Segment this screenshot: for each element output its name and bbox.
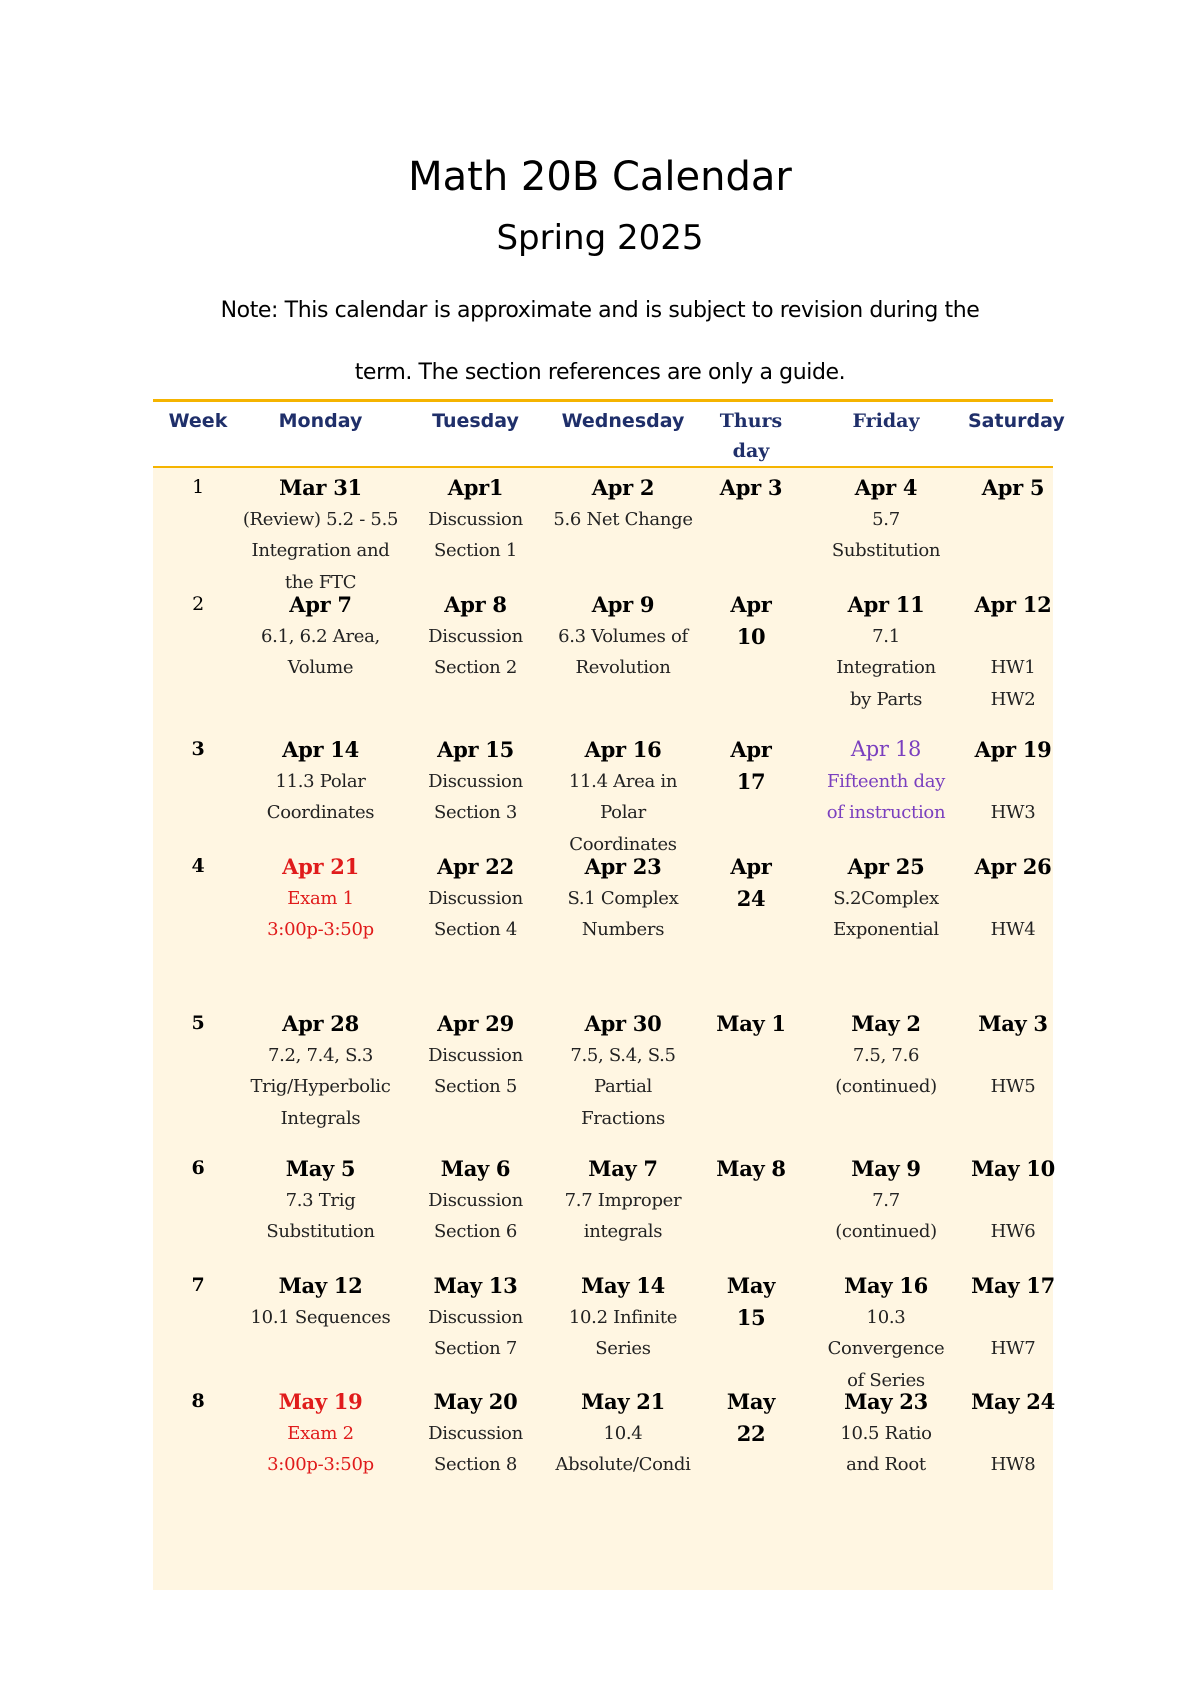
day-date: Mar 31 [279,475,362,500]
note-line-2: term. The section references are only a guide. [354,360,846,385]
day-date: May 24 [971,1389,1055,1414]
day-topic: S.1 Complex Numbers [567,887,679,940]
day-cell-saturday [968,1270,1058,1365]
day-date: Apr 19 [974,737,1052,762]
header-friday: Friday [852,410,920,432]
day-cell-wednesday [548,472,698,535]
day-cell-monday [238,1153,403,1248]
day-cell-saturday [968,734,1058,829]
day-topic: Discussion Section 8 [428,1422,523,1475]
day-topic: Exam 1 3:00p-3:50p [267,887,374,940]
day-date: Apr 2 [591,475,655,500]
day-topic: Fifteenth day of instruction [826,770,946,823]
day-cell-friday [801,1270,971,1396]
day-date: Apr 22 [437,854,514,879]
day-date: Apr 25 [847,854,925,879]
day-date: May 15 [726,1273,776,1330]
day-cell-thursday [701,589,801,652]
day-cell-saturday [968,1008,1058,1103]
day-topic: 10.5 Ratio and Root [840,1422,932,1475]
day-cell-saturday [968,851,1058,946]
day-cell-wednesday [548,1153,698,1248]
day-date: May 21 [581,1389,665,1414]
day-topic: 10.4 Absolute/Condi [555,1422,691,1475]
day-cell-friday [801,734,971,829]
day-date: Apr 7 [289,592,352,617]
header-monday: Monday [278,410,363,432]
day-date: Apr 5 [981,475,1045,500]
day-topic: 7.2, 7.4, S.3 Trig/Hyperbolic Integrals [250,1044,391,1129]
day-topic: HW1 HW2 [990,657,1036,710]
day-topic: S.2Complex Exponential [833,887,939,940]
calendar-body [153,468,1053,1590]
day-topic: Discussion Section 5 [428,1044,523,1097]
day-cell-thursday [701,1008,801,1040]
day-date: May 3 [978,1011,1048,1036]
day-topic: 11.4 Area in Polar Coordinates [568,770,678,855]
week-number: 3 [191,738,205,760]
day-cell-friday [801,472,971,567]
day-topic: HW8 [990,1454,1036,1475]
day-cell-saturday [968,1153,1058,1248]
day-topic: Exam 2 3:00p-3:50p [267,1422,374,1475]
week-number: 6 [191,1157,205,1179]
page-subtitle: Spring 2025 [496,218,704,258]
day-cell-wednesday [548,1270,698,1365]
day-cell-friday [801,589,971,715]
day-topic: 7.3 Trig Substitution [266,1189,375,1242]
calendar-header-row [153,402,1065,468]
day-topic: 7.1 Integration by Parts [836,625,936,710]
day-cell-tuesday [413,1386,538,1481]
day-topic: Discussion Section 3 [428,770,523,823]
day-topic: 6.1, 6.2 Area, Volume [261,625,380,678]
day-cell-wednesday [548,1386,698,1481]
day-date: Apr 21 [282,854,359,879]
day-cell-saturday [968,1386,1058,1481]
day-topic: Discussion Section 1 [428,508,523,561]
day-topic: HW7 [990,1338,1036,1359]
week-number: 2 [192,593,204,615]
day-cell-friday [801,1008,971,1103]
week-number: 7 [191,1274,205,1296]
day-topic: (Review) 5.2 - 5.5 Integration and the FTC [242,508,399,593]
day-date: May 10 [971,1156,1055,1181]
week-number: 1 [192,476,204,498]
day-topic: Discussion Section 6 [428,1189,523,1242]
calendar-note [150,280,1050,404]
day-topic: 10.2 Infinite Series [568,1306,678,1359]
day-cell-friday [801,1153,971,1248]
day-date: Apr 3 [719,475,783,500]
week-number: 8 [191,1390,205,1412]
day-date: May 20 [433,1389,518,1414]
day-date: Apr 10 [730,592,772,649]
day-date: Apr 30 [584,1011,662,1036]
day-topic: 7.7 (continued) [835,1189,937,1242]
day-cell-thursday [701,1386,801,1449]
day-cell-friday [801,851,971,946]
day-cell-thursday [701,1270,801,1333]
day-date: May 14 [581,1273,665,1298]
day-cell-monday [238,472,403,598]
day-date: May 6 [440,1156,511,1181]
day-topic: HW6 [990,1221,1036,1242]
day-cell-monday [238,1270,403,1333]
day-date: May 1 [716,1011,786,1036]
day-cell-tuesday [413,1008,538,1103]
day-cell-thursday [701,472,801,504]
day-cell-thursday [701,851,801,914]
day-date: May 13 [433,1273,518,1298]
day-topic: 5.6 Net Change [553,508,693,530]
day-date: May 8 [716,1156,786,1181]
day-date: Apr 15 [437,737,514,762]
header-tuesday: Tuesday [432,410,519,432]
day-date: Apr 12 [974,592,1052,617]
day-date: Apr 17 [730,737,772,794]
day-date: May 23 [844,1389,928,1414]
day-date: Apr 29 [437,1011,514,1036]
day-topic: 11.3 Polar Coordinates [266,770,375,823]
day-topic: 7.5, S.4, S.5 Partial Fractions [570,1044,676,1129]
day-date: Apr 24 [730,854,772,911]
header-thursday: Thurs day [719,410,783,462]
day-topic: 7.5, 7.6 (continued) [835,1044,937,1097]
day-date: Apr 18 [850,737,922,761]
day-cell-thursday [701,1153,801,1185]
week-number: 5 [191,1012,205,1034]
page-title: Math 20B Calendar [408,154,792,200]
day-cell-monday [238,734,403,829]
day-topic: 10.3 Convergence of Series [827,1306,945,1391]
day-date: May 16 [844,1273,928,1298]
day-cell-wednesday [548,589,698,684]
day-topic: 7.7 Improper integrals [564,1189,682,1242]
day-topic: HW3 [990,802,1036,823]
day-date: Apr 16 [584,737,662,762]
day-cell-wednesday [548,851,698,946]
day-cell-wednesday [548,1008,698,1134]
day-cell-tuesday [413,851,538,946]
day-cell-monday [238,851,403,946]
day-date: Apr 28 [282,1011,359,1036]
day-cell-tuesday [413,1153,538,1248]
calendar-table [153,399,1065,1590]
day-cell-monday [238,1386,403,1481]
day-topic: Discussion Section 2 [428,625,523,678]
day-topic: HW5 [990,1076,1036,1097]
day-date: Apr 4 [854,475,918,500]
header-wednesday: Wednesday [561,410,685,432]
header-saturday: Saturday [968,410,1065,432]
day-date: May 22 [726,1389,776,1446]
day-date: Apr 11 [847,592,925,617]
day-cell-tuesday [413,734,538,829]
day-topic: 5.7 Substitution [831,508,941,561]
day-date: May 12 [278,1273,363,1298]
day-date: May 2 [851,1011,921,1036]
day-date: Apr 23 [584,854,662,879]
day-cell-tuesday [413,472,538,567]
day-cell-wednesday [548,734,698,860]
note-line-1: Note: This calendar is approximate and is subject to revision during the [220,298,980,323]
day-cell-monday [238,1008,403,1134]
day-date: Apr1 [447,475,504,500]
day-topic: 10.1 Sequences [250,1306,391,1328]
day-date: May 17 [971,1273,1055,1298]
week-number: 4 [191,855,205,877]
day-cell-saturday [968,472,1058,504]
day-date: May 19 [278,1389,363,1414]
day-date: May 5 [285,1156,356,1181]
day-date: Apr 9 [591,592,655,617]
day-date: Apr 26 [974,854,1052,879]
day-topic: Discussion Section 7 [428,1306,523,1359]
day-cell-tuesday [413,1270,538,1365]
day-cell-thursday [701,734,801,797]
day-date: Apr 14 [282,737,359,762]
day-cell-monday [238,589,403,684]
day-cell-tuesday [413,589,538,684]
day-date: May 7 [588,1156,658,1181]
day-cell-friday [801,1386,971,1481]
day-cell-saturday [968,589,1058,715]
day-date: Apr 8 [444,592,507,617]
day-topic: HW4 [990,919,1036,940]
day-date: May 9 [851,1156,921,1181]
day-topic: Discussion Section 4 [428,887,523,940]
day-topic: 6.3 Volumes of Revolution [558,625,688,678]
header-week: Week [168,410,228,432]
